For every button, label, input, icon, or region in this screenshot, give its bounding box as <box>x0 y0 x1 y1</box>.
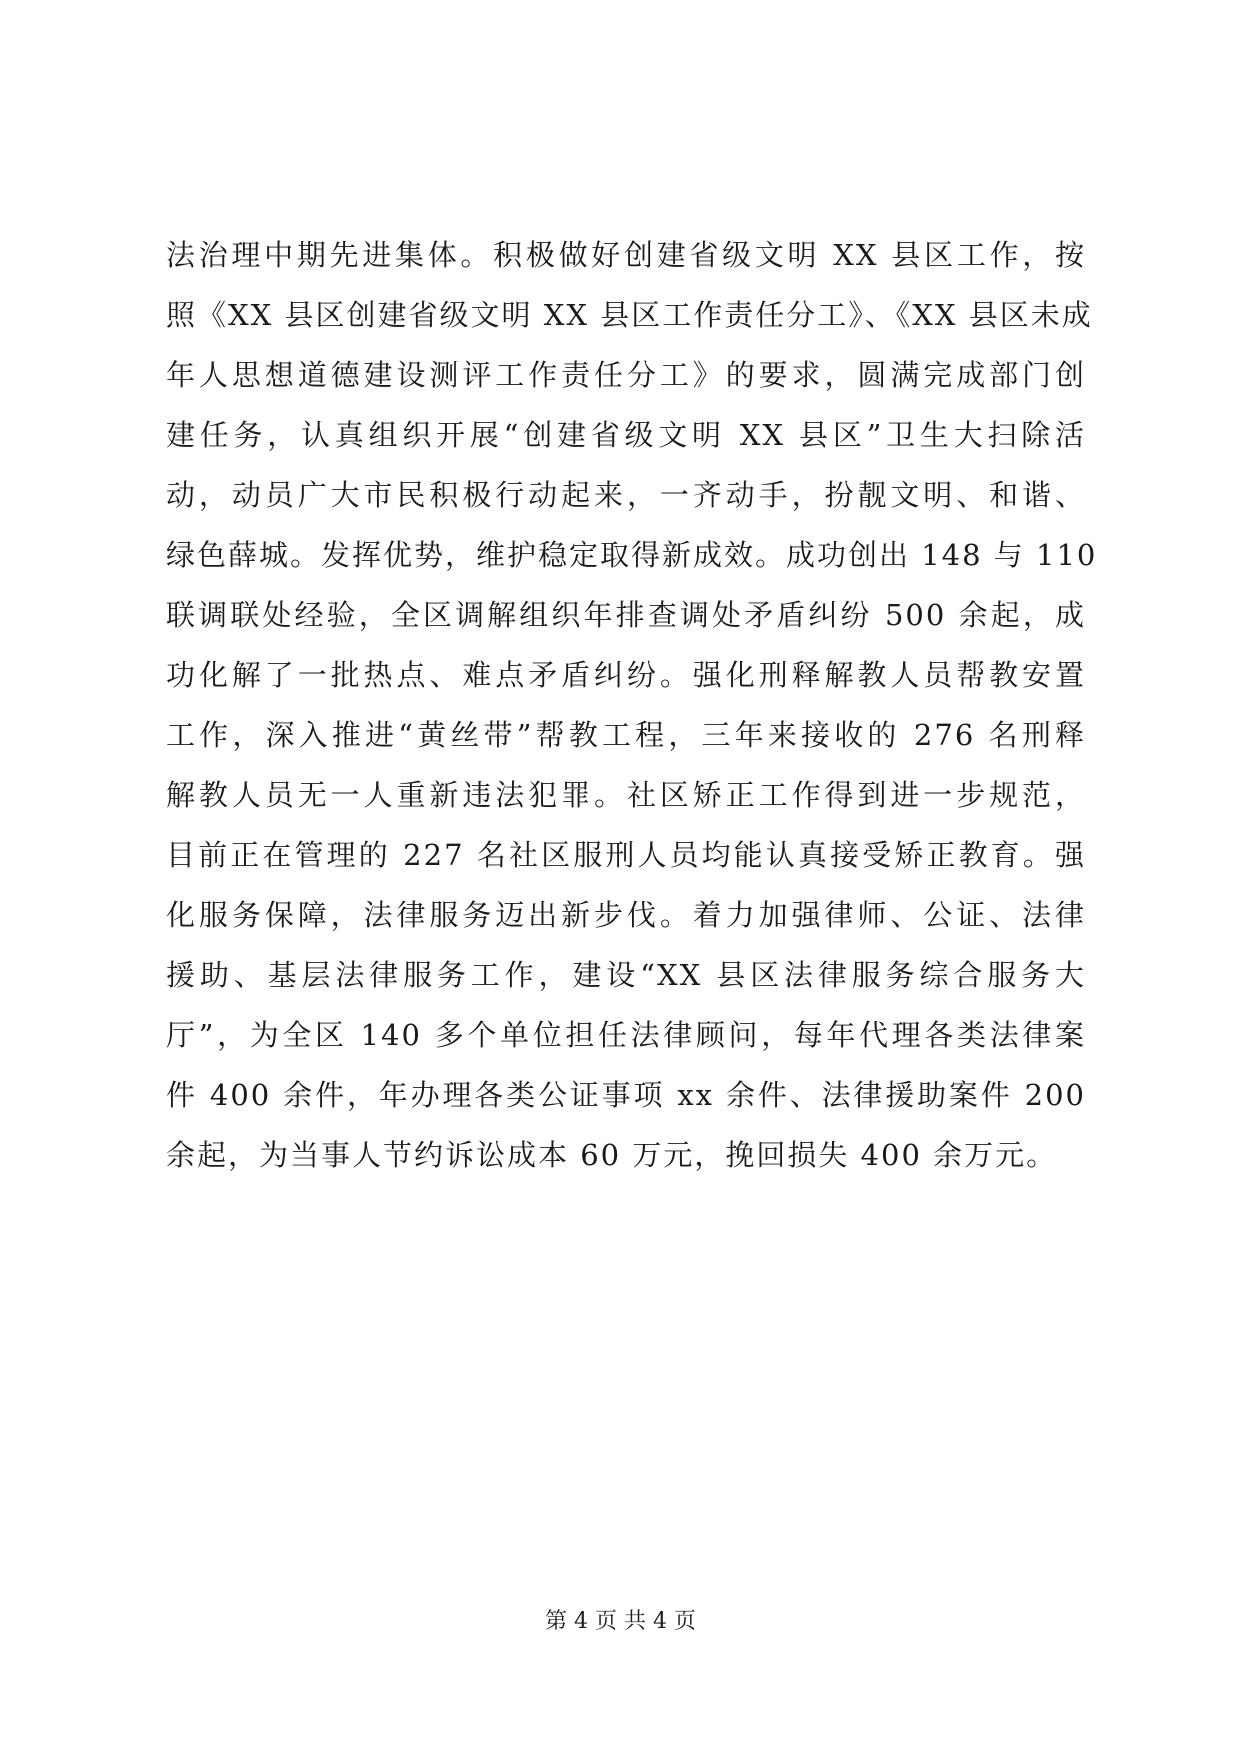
text-line-12: 化服务保障，法律服务迈出新步伐。着力加强律师、公证、法律 <box>166 898 1086 932</box>
text-line-3: 年人思想道德建设测评工作责任分工》的要求，圆满完成部门创 <box>166 358 1086 392</box>
page-number-footer: 第 4 页 共 4 页 <box>545 1609 696 1634</box>
text-line-4: 建任务，认真组织开展“创建省级文明 XX 县区”卫生大扫除活 <box>166 418 1086 452</box>
text-line-10: 解教人员无一人重新违法犯罪。社区矫正工作得到进一步规范， <box>166 778 1086 812</box>
text-line-7: 联调联处经验，全区调解组织年排查调处矛盾纠纷 500 余起，成 <box>166 598 1086 632</box>
text-line-8: 功化解了一批热点、难点矛盾纠纷。强化刑释解教人员帮教安置 <box>166 658 1086 692</box>
text-line-5: 动，动员广大市民积极行动起来，一齐动手，扮靓文明、和谐、 <box>166 478 1086 512</box>
text-line-16: 余起，为当事人节约诉讼成本 60 万元，挽回损失 400 余万元。 <box>166 1138 1058 1172</box>
text-line-2: 照《XX 县区创建省级文明 XX 县区工作责任分工》、《XX 县区未成 <box>166 298 1093 332</box>
text-line-14: 厅”，为全区 140 多个单位担任法律顾问，每年代理各类法律案 <box>166 1018 1086 1052</box>
body-paragraph <box>166 225 1098 1185</box>
text-line-9: 工作，深入推进“黄丝带”帮教工程，三年来接收的 276 名刑释 <box>166 718 1086 752</box>
text-line-15: 件 400 余件，年办理各类公证事项 xx 余件、法律援助案件 200 <box>166 1078 1086 1112</box>
text-line-6: 绿色薛城。发挥优势，维护稳定取得新成效。成功创出 148 与 110 <box>166 538 1098 572</box>
text-line-13: 援助、基层法律服务工作，建设“XX 县区法律服务综合服务大 <box>166 958 1086 992</box>
text-line-1: 法治理中期先进集体。积极做好创建省级文明 XX 县区工作，按 <box>166 238 1086 272</box>
text-line-11: 目前正在管理的 227 名社区服刑人员均能认真接受矫正教育。强 <box>166 838 1086 872</box>
